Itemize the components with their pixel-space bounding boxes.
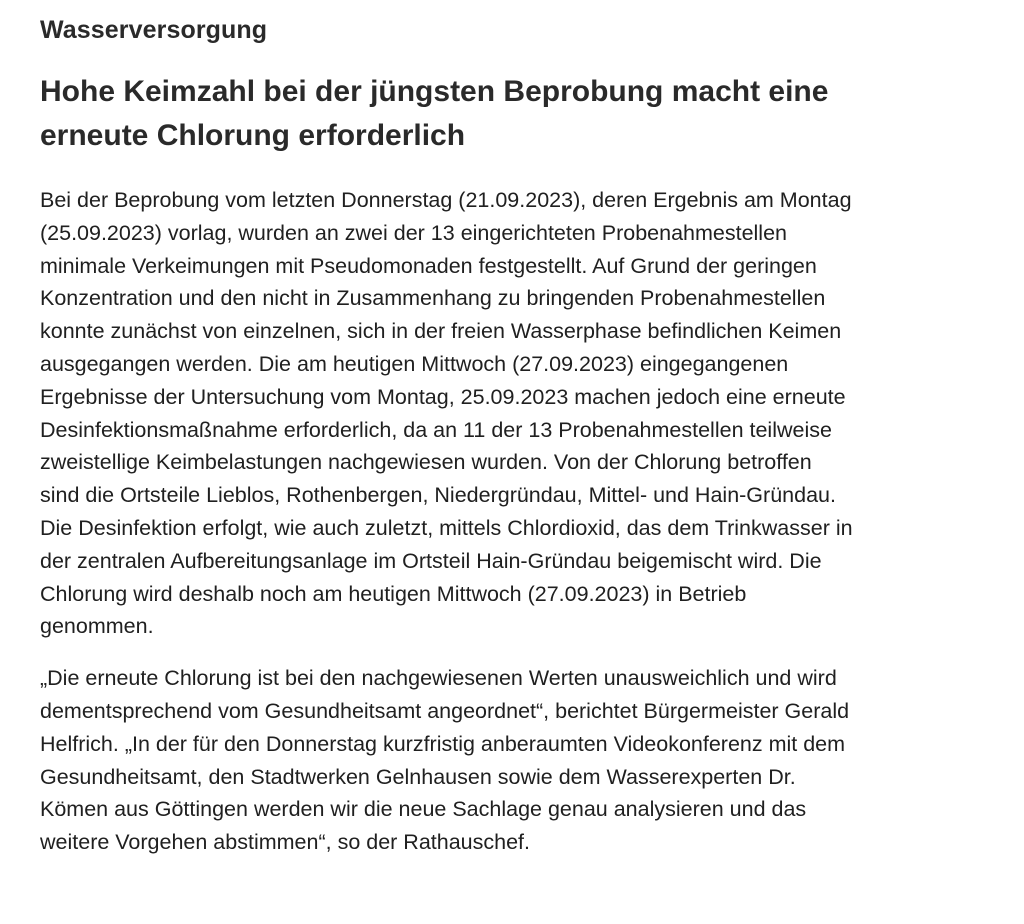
text-line: zweistellige Keimbelastungen nachgewiesen wurden. Von der Chlorung betroffen xyxy=(40,450,812,475)
headline-line: Hohe Keimzahl bei der jüngsten Beprobung macht eine xyxy=(40,75,829,108)
text-line: Kömen aus Göttingen werden wir die neue Sachlage genau analysieren und das xyxy=(40,797,807,822)
text-line: Gesundheitsamt, den Stadtwerken Gelnhausen sowie dem Wasserexperten Dr. xyxy=(40,764,796,789)
text-line: der zentralen Aufbereitungsanlage im Ortsteil Hain-Gründau beigemischt wird. Die xyxy=(40,548,822,573)
text-line: minimale Verkeimungen mit Pseudomonaden festgestellt. Auf Grund der geringen xyxy=(40,253,817,278)
article-kicker: Wasserversorgung xyxy=(40,16,268,44)
text-line: Konzentration und den nicht in Zusammenhang zu bringenden Probenahmestellen xyxy=(40,286,826,311)
text-line: Ergebnisse der Untersuchung vom Montag, 25.09.2023 machen jedoch eine erneute xyxy=(40,384,846,409)
text-line: konnte zunächst von einzelnen, sich in der freien Wasserphase befindlichen Keimen xyxy=(40,319,842,344)
article xyxy=(40,12,1000,859)
text-line: dementsprechend vom Gesundheitsamt angeordnet“, berichtet Bürgermeister Gerald xyxy=(40,698,850,723)
text-line: Chlorung wird deshalb noch am heutigen Mittwoch (27.09.2023) in Betrieb xyxy=(40,581,747,606)
text-line: „Die erneute Chlorung ist bei den nachgewiesenen Werten unausweichlich und wird xyxy=(40,666,837,691)
text-line: Die Desinfektion erfolgt, wie auch zuletzt, mittels Chlordioxid, das dem Trinkwasser in xyxy=(40,515,853,540)
text-line: genommen. xyxy=(40,614,154,639)
headline-line: erneute Chlorung erforderlich xyxy=(40,119,466,152)
article-headline xyxy=(40,70,1000,158)
text-line: Desinfektionsmaßnahme erforderlich, da an 11 der 13 Probenahmestellen teilweise xyxy=(40,417,832,442)
text-line: weitere Vorgehen abstimmen“, so der Rathauschef. xyxy=(40,830,530,855)
text-line: Bei der Beprobung vom letzten Donnerstag (21.09.2023), deren Ergebnis am Montag xyxy=(40,188,852,212)
text-line: sind die Ortsteile Lieblos, Rothenbergen, Niedergründau, Mittel- und Hain-Gründau. xyxy=(40,483,836,508)
body-paragraph-2 xyxy=(40,662,1000,859)
text-line: ausgegangen werden. Die am heutigen Mittwoch (27.09.2023) eingegangenen xyxy=(40,351,789,376)
text-line: (25.09.2023) vorlag, wurden an zwei der 13 eingerichteten Probenahmestellen xyxy=(40,220,787,245)
text-line: Helfrich. „In der für den Donnerstag kurzfristig anberaumten Videokonferenz mit dem xyxy=(40,731,846,756)
body-paragraph-1 xyxy=(40,184,1000,643)
